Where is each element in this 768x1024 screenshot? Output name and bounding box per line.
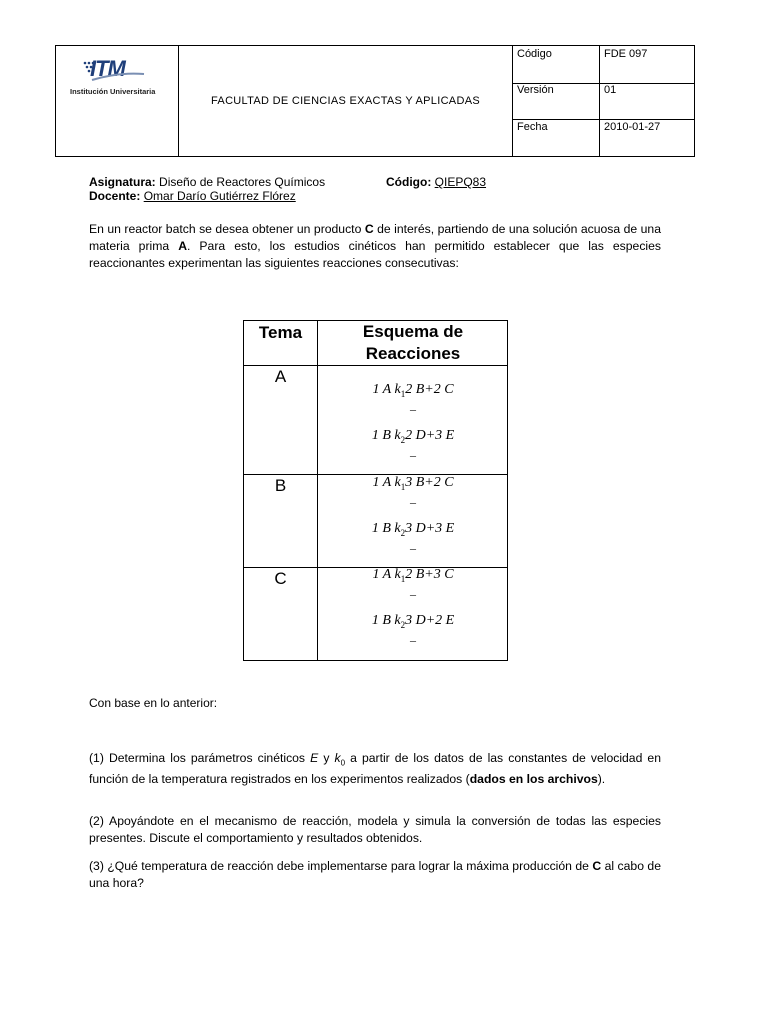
reaction-a2: 1 B $k_22$ D+3 E — [371, 428, 455, 445]
topic-a: A — [274, 367, 287, 386]
version-label: Versión — [517, 84, 554, 96]
intro-bold-a: A — [178, 239, 187, 253]
reaction-arrow: – — [410, 541, 416, 555]
topic-c: C — [274, 569, 287, 588]
reaction-arrow: – — [410, 402, 416, 416]
code-value: FDE 097 — [604, 48, 648, 60]
header-scheme-2: Reacciones — [365, 344, 461, 363]
date-value: 2010-01-27 — [604, 121, 661, 133]
logo-wordmark: ITM — [90, 56, 125, 81]
reaction-arrow: – — [410, 495, 416, 509]
intro-text-1: En un reactor batch se desea obtener un producto — [89, 222, 365, 236]
intro-bold-c: C — [364, 222, 374, 236]
reactions-table — [243, 320, 508, 661]
reaction-arrow: – — [410, 448, 416, 462]
date-label: Fecha — [517, 121, 548, 133]
document-header — [55, 45, 695, 157]
topic-b: B — [274, 476, 287, 495]
question-1: (1) Determina los parámetros cinéticos E y $k_0$ a partir de los datos de las constantes de velocidad en función de la temperatura registrados en los experimentos realizados (dados en los archivos). — [89, 751, 661, 787]
subject-value: Diseño de Reactores Químicos — [159, 175, 326, 189]
reaction-c1: 1 A $k_12$ B+3 C — [372, 567, 454, 584]
reaction-c2: 1 B $k_23$ D+2 E — [371, 613, 455, 630]
teacher-value: Omar Darío Gutiérrez Flórez — [143, 189, 296, 203]
version-value: 01 — [604, 84, 617, 96]
code-label: Código — [517, 48, 552, 60]
intro-text-2: de interés, partiendo de una solución acuosa de una materia prima — [89, 222, 661, 253]
reaction-b2: 1 B $k_23$ D+3 E — [371, 521, 455, 538]
question-2: (2) Apoyándote en el mecanismo de reacción, modela y simula la conversión de todas las especies presentes. Discute el comportamiento y resultados obtenidos. — [89, 814, 661, 845]
course-code-value: QIEPQ83 — [434, 175, 487, 189]
reaction-arrow: – — [410, 633, 416, 647]
reaction-a1: 1 A $k_12$ B+2 C — [372, 382, 454, 399]
reaction-b1: 1 A $k_13$ B+2 C — [372, 475, 454, 492]
course-code-line — [386, 175, 486, 189]
faculty-name: FACULTAD DE CIENCIAS EXACTAS Y APLICADAS — [211, 95, 480, 107]
teacher-line — [89, 189, 316, 203]
intro-paragraph — [89, 221, 661, 272]
reaction-arrow: – — [410, 587, 416, 601]
teacher-label: Docente: — [89, 189, 141, 203]
institution-logo — [56, 46, 178, 156]
subject-label: Asignatura: — [89, 175, 156, 189]
course-code-label: Código: — [386, 175, 432, 189]
logo-subtitle: Institución Universitaria — [70, 87, 156, 96]
logo-swoosh-icon — [90, 70, 146, 84]
header-topic: Tema — [258, 323, 303, 342]
header-scheme-1: Esquema de — [362, 322, 464, 341]
lead-text: Con base en lo anterior: — [89, 696, 218, 710]
intro-text-3: . Para esto, los estudios cinéticos han permitido establecer que las especies reaccionantes experimentan las siguientes reacciones consecutivas: — [89, 239, 661, 270]
subject-line — [89, 175, 325, 189]
question-3: (3) ¿Qué temperatura de reacción debe implementarse para lograr la máxima producción de C al cabo de una hora? — [89, 859, 661, 890]
